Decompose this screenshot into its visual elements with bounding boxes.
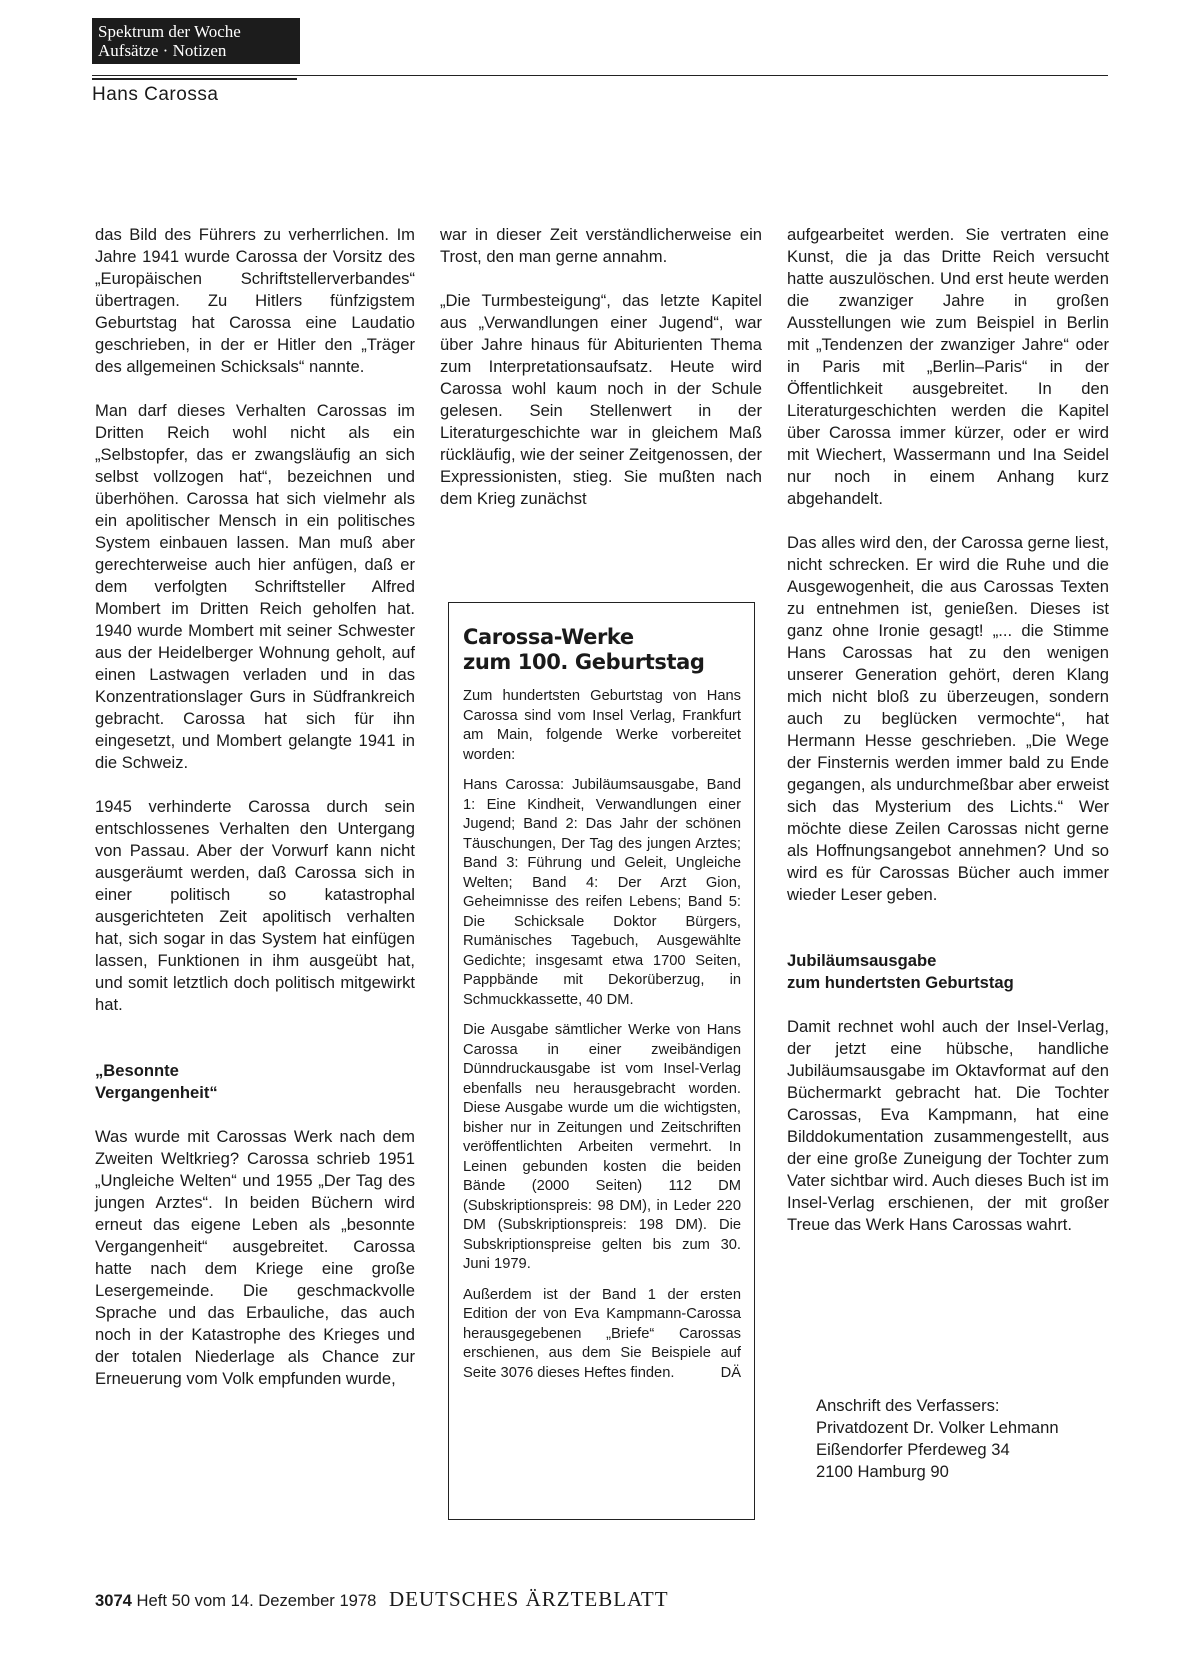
sidebar-title: [463, 625, 741, 675]
journal-name: DEUTSCHES ÄRZTEBLATT: [389, 1587, 669, 1611]
paragraph: das Bild des Führers zu verherrlichen. Im Jahre 1941 wurde Carossa der Vorsitz des „Europäischen Schriftstellerverbandes“ übertragen. Zu Hitlers fünfzigstem Geburtstag hat Carossa eine Laudatio geschrieben, in der er Hitler den „Träger des allgemeinen Schicksals“ nannte.: [95, 225, 415, 376]
section-heading: „Besonnte Vergangenheit“: [95, 1061, 218, 1102]
paragraph: Das alles wird den, der Carossa gerne liest, nicht schrecken. Er wird die Ruhe und die Ausgewogenheit, die aus Carossas Texten zu entnehmen ist, genießen. Dieses ist ganz ohne Ironie gesagt! „... die Stimme Hans Carossas hat zu den wenigen unserer Generation gehört, deren Klang mich nicht bloß zu überzeugen, sondern auch zu beglücken vermochte“, hat Hermann Hesse geschrieben. „Die Wege der Finsternis werden immer bald zu Ende gegangen, als undurchmeßbar aber erweist sich das Mysterium des Lichts.“ Wer möchte diese Zeilen Carossas nicht gerne als Hoffnungsangebot annehmen? Und so wird es für Carossas Bücher auch immer wieder Leser geben.: [787, 533, 1109, 904]
paragraph: 1945 verhinderte Carossa durch sein entschlossenes Verhalten den Untergang von Passau. Aber der Vorwurf kann nicht ausgeräumt werden, daß Carossa sich in einer politisch so katastrophal ausgerichteten Zeit apolitisch verhalten hat, sich sogar in das System hat einfügen lassen, Funktionen in ihm ausgeübt hat, und somit letztlich doch politisch mitgewirkt hat.: [95, 797, 415, 1014]
sidebar-paragraph: [463, 1286, 741, 1384]
page-footer: [95, 1587, 669, 1612]
sidebar-paragraph: Hans Carossa: Jubiläumsausgabe, Band 1: Eine Kindheit, Verwandlungen einer Jugend; Band 2: Das Jahr der schönen Täuschungen, Der Tag des jungen Arztes; Band 3: Führung und Geleit, Ungleiche Welten; Band 4: Der Arzt Gion, Geheimnisse des reifen Lebens; Band 5: Die Schicksale Doktor Bürgers, Rumänisches Tagebuch, Ausgewählte Gedichte; insgesamt etwa 1700 Seiten, Pappbände mit Dekorüberzug, in Schmuckkassette, 40 DM.: [463, 777, 741, 1008]
sidebar-signature: DÄ: [720, 1364, 741, 1381]
address-line: Eißendorfer Pferdeweg 34: [816, 1440, 1010, 1459]
paragraph: „Die Turmbesteigung“, das letzte Kapitel aus „Verwandlungen einer Jugend“, war über Jahre hinaus für Abiturienten Thema zum Interpretationsaufsatz. Heute wird Carossa wohl kaum noch in der Schule gelesen. Sein Stellenwert in der Literaturgeschichte war in gleichem Maß rückläufig, wie der seiner Zeitgenossen, der Expressionisten, stieg. Sie mußten nach dem Krieg zunächst: [440, 291, 762, 508]
address-line: 2100 Hamburg 90: [816, 1462, 949, 1481]
section-label: [92, 18, 300, 64]
column-3: [787, 224, 1109, 1236]
author-address: [816, 1395, 1059, 1483]
sidebar-title-line: zum 100. Geburtstag: [463, 650, 705, 674]
paragraph: Man darf dieses Verhalten Carossas im Dritten Reich wohl nicht als ein „Selbstopfer, das er zwangsläufig an sich selbst vollzogen hat“, bezeichnen und überhöhen. Carossa hat sich vielmehr als ein apolitischer Mensch in ein politisches System einbauen lassen. Man muß aber gerechterweise auch hier anfügen, daß er dem verfolgten Schriftsteller Alfred Mombert im Dritten Reich geholfen hat. 1940 wurde Mombert mit seiner Schwester aus der Heidelberger Wohnung geholt, auf einen Lastwagen verladen und in das Konzentrationslager Gurs in Südfrankreich gebracht. Carossa hat sich für ihn eingesetzt, und Mombert gelangte 1941 in die Schweiz.: [95, 401, 415, 772]
section-heading: [787, 950, 1109, 994]
section-heading-line: Jubiläumsausgabe: [787, 951, 937, 970]
header-rule-accent: [92, 78, 297, 80]
column-2: [440, 224, 762, 510]
section-title: Spektrum der Woche: [98, 22, 241, 41]
sidebar-box: [448, 602, 755, 1520]
address-line: Anschrift des Verfassers:: [816, 1396, 1000, 1415]
paragraph: Damit rechnet wohl auch der Insel-Verlag, der jetzt eine hübsche, handliche Jubiläumsausgabe im Oktavformat auf den Büchermarkt gebracht hat. Die Tochter Carossas, Eva Kampmann, hat eine Bilddokumentation zusammengestellt, aus der eine große Zuneigung der Tochter zum Vater sichtbar wird. Auch dieses Buch ist im Insel-Verlag erschienen, der mit großer Treue das Werk Hans Carossas wahrt.: [787, 1017, 1109, 1234]
paragraph: aufgearbeitet werden. Sie vertraten eine Kunst, die ja das Dritte Reich versucht hatte auszulöschen. Und erst heute werden die zwanziger Jahre in großen Ausstellungen wie zum Beispiel in Berlin mit „Tendenzen der zwanziger Jahre“ oder in Paris mit „Berlin–Paris“ in der Öffentlichkeit ausgebreitet. In den Literaturgeschichten werden die Kapitel über Carossa immer kürzer, oder er wird mit Wiechert, Wassermann und Ina Seidel nur noch in einem Anhang kurz abgehandelt.: [787, 225, 1109, 508]
sidebar-title-line: Carossa-Werke: [463, 625, 634, 649]
sidebar-paragraph: Die Ausgabe sämtlicher Werke von Hans Carossa in einer zweibändigen Dünndruckausgabe ist vom Insel-Verlag ebenfalls neu herausgebracht worden. Diese Ausgabe wurde um die wichtigsten, bisher nur in Zeitungen und Zeitschriften veröffentlichten Arbeiten vermehrt. In Leinen gebunden kosten die beiden Bände (2000 Seiten) 112 DM (Subskriptionspreis: 98 DM), in Leder 220 DM (Subskriptionspreis: 198 DM). Die Subskriptionspreise gelten bis zum 30. Juni 1979.: [463, 1022, 741, 1272]
issue-info: Heft 50 vom 14. Dezember 1978: [136, 1591, 377, 1610]
section-heading-line: zum hundertsten Geburtstag: [787, 973, 1014, 992]
page-number: 3074: [95, 1591, 132, 1610]
address-line: Privatdozent Dr. Volker Lehmann: [816, 1418, 1059, 1437]
sidebar-text: Außerdem ist der Band 1 der ersten Edition der von Eva Kampmann-Carossa herausgegebenen „Briefe“ Carossas erschienen, aus dem Sie Beispiele auf Seite 3076 dieses Heftes finden.: [463, 1286, 741, 1381]
article-author: Hans Carossa: [92, 84, 219, 105]
paragraph: Was wurde mit Carossas Werk nach dem Zweiten Weltkrieg? Carossa schrieb 1951 „Ungleiche Welten“ und 1955 „Der Tag des jungen Arztes“. In beiden Büchern wird erneut das eigene Leben als „besonnte Vergangenheit“ ausgebreitet. Carossa hatte nach dem Kriege eine große Lesergemeinde. Die geschmackvolle Sprache und das Erbauliche, das auch noch in der Katastrophe des Krieges und der totalen Niederlage als Chance zur Erneuerung vom Volk empfunden wurde,: [95, 1127, 415, 1388]
sidebar-paragraph: Zum hundertsten Geburtstag von Hans Carossa sind vom Insel Verlag, Frankfurt am Main, folgende Werke vorbereitet worden:: [463, 688, 741, 763]
column-1: [95, 224, 415, 1390]
paragraph: war in dieser Zeit verständlicherweise ein Trost, den man gerne annahm.: [440, 225, 762, 266]
header-rule: [92, 75, 1108, 76]
section-subtitle: Aufsätze · Notizen: [98, 41, 227, 60]
